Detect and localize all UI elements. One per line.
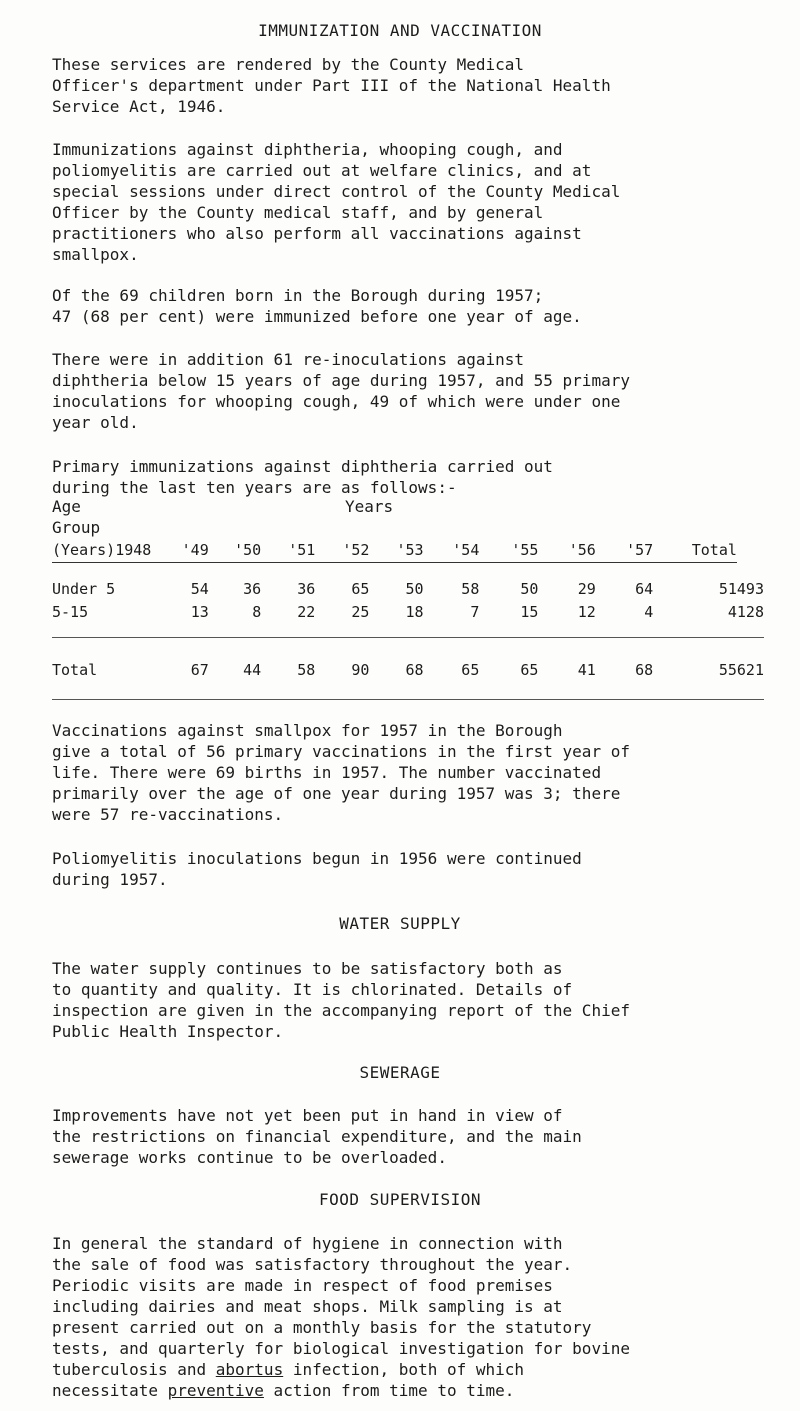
- section-heading-immunization: IMMUNIZATION AND VACCINATION: [258, 21, 542, 40]
- column-header: Total: [653, 540, 737, 563]
- table-cell: 493: [736, 580, 764, 598]
- section-heading-sewerage: SEWERAGE: [359, 1063, 441, 1082]
- table-cell: 36: [297, 580, 316, 598]
- age-label: Age: [52, 497, 81, 516]
- paragraph-primary-immunizations: Primary immunizations against diphtheria carried out during the last ten years are as follows:-: [52, 457, 553, 497]
- table-cell: 4: [727, 603, 737, 621]
- food-text-part: In general the standard of hygiene in connection with the sale of food was satisfactory throughout the year. Periodic visits are made in respect of food premises including dairies and meat shops. Milk sampling is at present carried out on a monthly basis for the statutory tests, and quarterly for biological investigation for bovine tuberculosis and: [52, 1234, 630, 1379]
- row-label: 5-15: [52, 603, 89, 621]
- table-cell: 58: [261, 638, 315, 700]
- food-text-preventive: preventive: [167, 1381, 264, 1400]
- food-text-part: infection, both of which necessitate: [52, 1360, 525, 1400]
- table-cell: 68: [596, 638, 653, 700]
- section-heading-water: WATER SUPPLY: [339, 914, 461, 933]
- table-cell: 12: [577, 603, 596, 621]
- table-cell: 22: [297, 603, 316, 621]
- table-cell: 90: [315, 638, 369, 700]
- table-cell: 621: [737, 638, 764, 700]
- row-label: Total: [52, 638, 151, 700]
- table-cell: 13: [190, 603, 209, 621]
- table-cell: 18: [405, 603, 424, 621]
- table-cell: 50: [405, 580, 424, 598]
- column-header: '49: [151, 540, 208, 563]
- table-cell: 68: [369, 638, 423, 700]
- table-cell: 54: [190, 580, 209, 598]
- column-header: '51: [261, 540, 315, 563]
- table-cell: 58: [461, 580, 480, 598]
- table-cell: 67: [151, 638, 208, 700]
- paragraph-immunizations: Immunizations against diphtheria, whooping cough, and poliomyelitis are carried out at welfare clinics, and at special sessions under direct control of the County Medical Officer by the County medical staff, and by general practitioners who also perform all vaccinations against smallpox.: [52, 140, 621, 264]
- table-cell: 64: [635, 580, 654, 598]
- table-cell: 36: [243, 580, 262, 598]
- table-cell: 41: [538, 638, 595, 700]
- table-cell: 8: [252, 603, 262, 621]
- table-cell: 4: [644, 603, 654, 621]
- table-cell: 128: [736, 603, 764, 621]
- column-header: '54: [424, 540, 480, 563]
- column-header: '55: [479, 540, 538, 563]
- column-header: '52: [315, 540, 369, 563]
- table-cell: 29: [577, 580, 596, 598]
- table-row-total: [52, 638, 764, 700]
- column-header: (Years)1948: [52, 540, 151, 563]
- table-row-under-5: [52, 577, 764, 600]
- table-row-5-15: [52, 600, 764, 623]
- paragraph-poliomyelitis: Poliomyelitis inoculations begun in 1956 were continued during 1957.: [52, 849, 582, 889]
- food-text-abortus: abortus: [215, 1360, 284, 1379]
- paragraph-smallpox: Vaccinations against smallpox for 1957 in the Borough give a total of 56 primary vaccinations in the first year of life. There were 69 births in 1957. The number vaccinated primarily over the age of one year during 1957 was 3; there were 57 re-vaccinations.: [52, 721, 630, 824]
- column-header: '50: [209, 540, 261, 563]
- table-header-row: [52, 540, 764, 563]
- table-cell: 55: [653, 638, 737, 700]
- column-header: '56: [538, 540, 595, 563]
- immunization-table: [52, 496, 764, 700]
- row-label: Under 5: [52, 580, 116, 598]
- paragraph-sewerage: Improvements have not yet been put in hand in view of the restrictions on financial expenditure, and the main sewerage works continue to be overloaded.: [52, 1106, 582, 1167]
- table-cell: 15: [520, 603, 539, 621]
- table-cell: 65: [424, 638, 480, 700]
- table-cell: 65: [351, 580, 370, 598]
- table-cell: 51: [718, 580, 737, 598]
- group-label: Group: [52, 518, 101, 537]
- column-header: '53: [369, 540, 423, 563]
- table-cell: 7: [470, 603, 480, 621]
- table-cell: 44: [209, 638, 261, 700]
- paragraph-services: These services are rendered by the County Medical Officer's department under Part III of the National Health Service Act, 1946.: [52, 55, 611, 116]
- food-text-part: action from time to time.: [263, 1381, 515, 1400]
- years-label: Years: [345, 497, 394, 516]
- table-cell: 65: [479, 638, 538, 700]
- paragraph-food: [52, 1233, 764, 1401]
- column-header: '57: [596, 540, 653, 563]
- paragraph-water: The water supply continues to be satisfactory both as to quantity and quality. It is chlorinated. Details of inspection are given in the accompanying report of the Chief Public Health Inspector.: [52, 959, 630, 1041]
- paragraph-children-born: Of the 69 children born in the Borough during 1957; 47 (68 per cent) were immunized before one year of age.: [52, 286, 582, 326]
- table-cell: 50: [520, 580, 539, 598]
- paragraph-reinoculations: There were in addition 61 re-inoculations against diphtheria below 15 years of age during 1957, and 55 primary inoculations for whooping cough, 49 of which were under one year old.: [52, 350, 630, 432]
- section-heading-food: FOOD SUPERVISION: [318, 1190, 482, 1209]
- table-cell: 25: [351, 603, 370, 621]
